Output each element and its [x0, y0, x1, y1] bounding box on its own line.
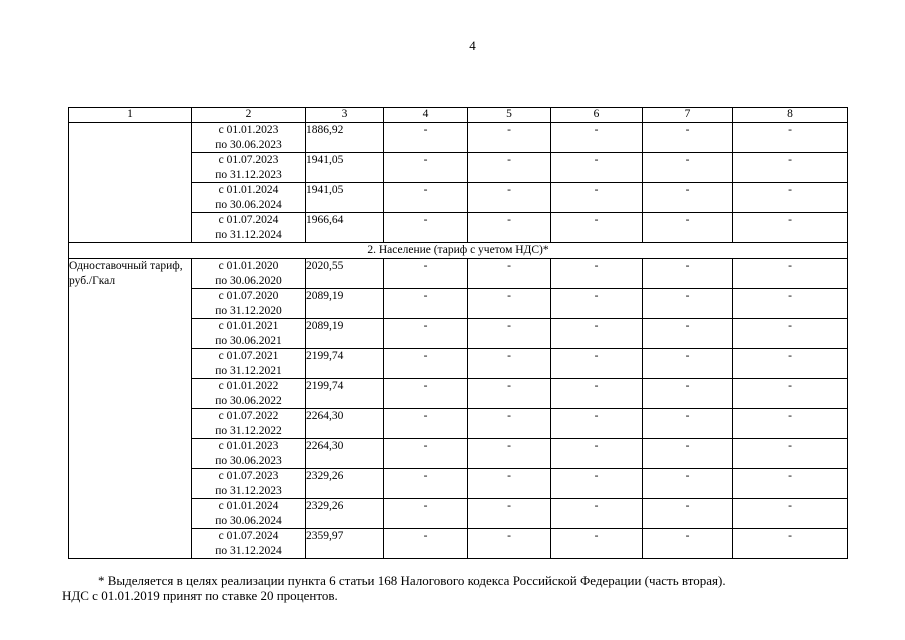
- empty-value-dash: -: [733, 439, 848, 469]
- period-from: с 01.01.2024: [218, 184, 279, 196]
- period-cell: [192, 409, 306, 439]
- empty-value-dash: -: [468, 183, 551, 213]
- empty-value-dash: -: [551, 289, 643, 319]
- empty-value-dash: -: [384, 409, 468, 439]
- empty-value-dash: -: [468, 123, 551, 153]
- period-to: по 30.06.2023: [215, 138, 282, 151]
- period-cell: [192, 379, 306, 409]
- empty-value-dash: -: [643, 409, 733, 439]
- empty-value-dash: -: [384, 289, 468, 319]
- period-from: с 01.01.2020: [218, 260, 279, 272]
- empty-value-dash: -: [643, 379, 733, 409]
- empty-value-dash: -: [551, 499, 643, 529]
- period-from: с 01.07.2021: [218, 350, 279, 362]
- empty-value-dash: -: [551, 409, 643, 439]
- tariff-value: 1886,92: [306, 123, 384, 153]
- empty-value-dash: -: [384, 499, 468, 529]
- empty-value-dash: -: [468, 529, 551, 559]
- empty-value-dash: -: [733, 289, 848, 319]
- empty-value-dash: -: [643, 259, 733, 289]
- empty-value-dash: -: [551, 319, 643, 349]
- period-to: по 31.12.2023: [215, 168, 282, 181]
- empty-value-dash: -: [643, 349, 733, 379]
- period-cell: [192, 439, 306, 469]
- empty-value-dash: -: [468, 409, 551, 439]
- footnote-line-1: * Выделяется в целях реализации пункта 6 статьи 168 Налогового кодекса Российской Федерации (часть вторая).: [98, 573, 726, 588]
- period-to: по 30.06.2022: [215, 394, 282, 407]
- empty-value-dash: -: [468, 499, 551, 529]
- period-to: по 30.06.2020: [215, 274, 282, 287]
- empty-value-dash: -: [468, 319, 551, 349]
- period-from: с 01.07.2020: [218, 290, 279, 302]
- empty-value-dash: -: [643, 123, 733, 153]
- empty-value-dash: -: [384, 259, 468, 289]
- tariff-value: 2329,26: [306, 469, 384, 499]
- period-from: с 01.01.2023: [218, 440, 279, 452]
- empty-value-dash: -: [551, 439, 643, 469]
- period-cell: [192, 349, 306, 379]
- empty-value-dash: -: [468, 469, 551, 499]
- tariff-value: 2199,74: [306, 379, 384, 409]
- empty-value-dash: -: [384, 123, 468, 153]
- row-group-label: [69, 123, 192, 243]
- empty-value-dash: -: [733, 183, 848, 213]
- empty-value-dash: -: [551, 183, 643, 213]
- period-to: по 30.06.2021: [215, 334, 282, 347]
- period-from: с 01.01.2022: [218, 380, 279, 392]
- empty-value-dash: -: [643, 319, 733, 349]
- empty-value-dash: -: [643, 289, 733, 319]
- empty-value-dash: -: [733, 213, 848, 243]
- empty-value-dash: -: [468, 259, 551, 289]
- empty-value-dash: -: [733, 379, 848, 409]
- empty-value-dash: -: [384, 469, 468, 499]
- column-header: 4: [384, 108, 468, 123]
- empty-value-dash: -: [468, 213, 551, 243]
- empty-value-dash: -: [643, 213, 733, 243]
- empty-value-dash: -: [733, 529, 848, 559]
- empty-value-dash: -: [551, 379, 643, 409]
- empty-value-dash: -: [551, 123, 643, 153]
- empty-value-dash: -: [733, 153, 848, 183]
- row-group-label: Одноставочный тариф, руб./Гкал: [69, 259, 192, 559]
- tariff-value: 2020,55: [306, 259, 384, 289]
- column-header: 2: [192, 108, 306, 123]
- period-to: по 31.12.2021: [215, 364, 282, 377]
- period-from: с 01.07.2024: [218, 530, 279, 542]
- column-header: 8: [733, 108, 848, 123]
- period-to: по 31.12.2024: [215, 228, 282, 241]
- empty-value-dash: -: [643, 529, 733, 559]
- tariff-value: 1966,64: [306, 213, 384, 243]
- column-number-row: [69, 108, 848, 123]
- tariff-value: 2199,74: [306, 349, 384, 379]
- tariff-value: 2329,26: [306, 499, 384, 529]
- period-cell: [192, 183, 306, 213]
- tariff-value: 2264,30: [306, 409, 384, 439]
- tariff-value: 2359,97: [306, 529, 384, 559]
- period-to: по 31.12.2020: [215, 304, 282, 317]
- empty-value-dash: -: [551, 213, 643, 243]
- period-to: по 30.06.2024: [215, 198, 282, 211]
- tariff-value: 2089,19: [306, 289, 384, 319]
- empty-value-dash: -: [384, 183, 468, 213]
- empty-value-dash: -: [643, 153, 733, 183]
- period-cell: [192, 529, 306, 559]
- tariff-value: 2089,19: [306, 319, 384, 349]
- period-cell: [192, 259, 306, 289]
- table-body: [69, 108, 848, 559]
- period-cell: [192, 469, 306, 499]
- empty-value-dash: -: [384, 319, 468, 349]
- period-from: с 01.01.2024: [218, 500, 279, 512]
- period-from: с 01.01.2021: [218, 320, 279, 332]
- empty-value-dash: -: [643, 499, 733, 529]
- column-header: 3: [306, 108, 384, 123]
- tariff-value: 1941,05: [306, 183, 384, 213]
- period-cell: [192, 319, 306, 349]
- period-from: с 01.07.2022: [218, 410, 279, 422]
- empty-value-dash: -: [384, 213, 468, 243]
- period-cell: [192, 289, 306, 319]
- tariff-value: 2264,30: [306, 439, 384, 469]
- empty-value-dash: -: [643, 439, 733, 469]
- table-row: [69, 123, 848, 153]
- empty-value-dash: -: [468, 289, 551, 319]
- empty-value-dash: -: [468, 153, 551, 183]
- period-to: по 31.12.2024: [215, 544, 282, 557]
- tariff-value: 1941,05: [306, 153, 384, 183]
- empty-value-dash: -: [733, 319, 848, 349]
- footnote: [62, 573, 852, 603]
- page-number: 4: [469, 38, 476, 53]
- column-header: 1: [69, 108, 192, 123]
- empty-value-dash: -: [733, 469, 848, 499]
- table-row: [69, 259, 848, 289]
- empty-value-dash: -: [733, 409, 848, 439]
- period-cell: [192, 123, 306, 153]
- empty-value-dash: -: [384, 379, 468, 409]
- empty-value-dash: -: [643, 469, 733, 499]
- column-header: 6: [551, 108, 643, 123]
- empty-value-dash: -: [384, 153, 468, 183]
- empty-value-dash: -: [551, 349, 643, 379]
- period-to: по 30.06.2023: [215, 454, 282, 467]
- empty-value-dash: -: [733, 349, 848, 379]
- empty-value-dash: -: [733, 499, 848, 529]
- empty-value-dash: -: [468, 379, 551, 409]
- section-row: [69, 243, 848, 259]
- section-title: 2. Население (тариф с учетом НДС)*: [69, 243, 848, 259]
- period-from: с 01.07.2023: [218, 470, 279, 482]
- empty-value-dash: -: [384, 439, 468, 469]
- period-from: с 01.07.2024: [218, 214, 279, 226]
- period-to: по 31.12.2022: [215, 424, 282, 437]
- empty-value-dash: -: [733, 259, 848, 289]
- column-header: 7: [643, 108, 733, 123]
- empty-value-dash: -: [551, 469, 643, 499]
- empty-value-dash: -: [733, 123, 848, 153]
- tariff-table: [68, 107, 848, 559]
- footnote-line-2: НДС с 01.01.2019 принят по ставке 20 процентов.: [62, 588, 338, 603]
- period-from: с 01.07.2023: [218, 154, 279, 166]
- empty-value-dash: -: [384, 349, 468, 379]
- period-cell: [192, 213, 306, 243]
- period-to: по 31.12.2023: [215, 484, 282, 497]
- period-cell: [192, 499, 306, 529]
- period-from: с 01.01.2023: [218, 124, 279, 136]
- empty-value-dash: -: [551, 529, 643, 559]
- empty-value-dash: -: [468, 439, 551, 469]
- period-to: по 30.06.2024: [215, 514, 282, 527]
- empty-value-dash: -: [643, 183, 733, 213]
- empty-value-dash: -: [384, 529, 468, 559]
- empty-value-dash: -: [551, 153, 643, 183]
- period-cell: [192, 153, 306, 183]
- empty-value-dash: -: [468, 349, 551, 379]
- column-header: 5: [468, 108, 551, 123]
- empty-value-dash: -: [551, 259, 643, 289]
